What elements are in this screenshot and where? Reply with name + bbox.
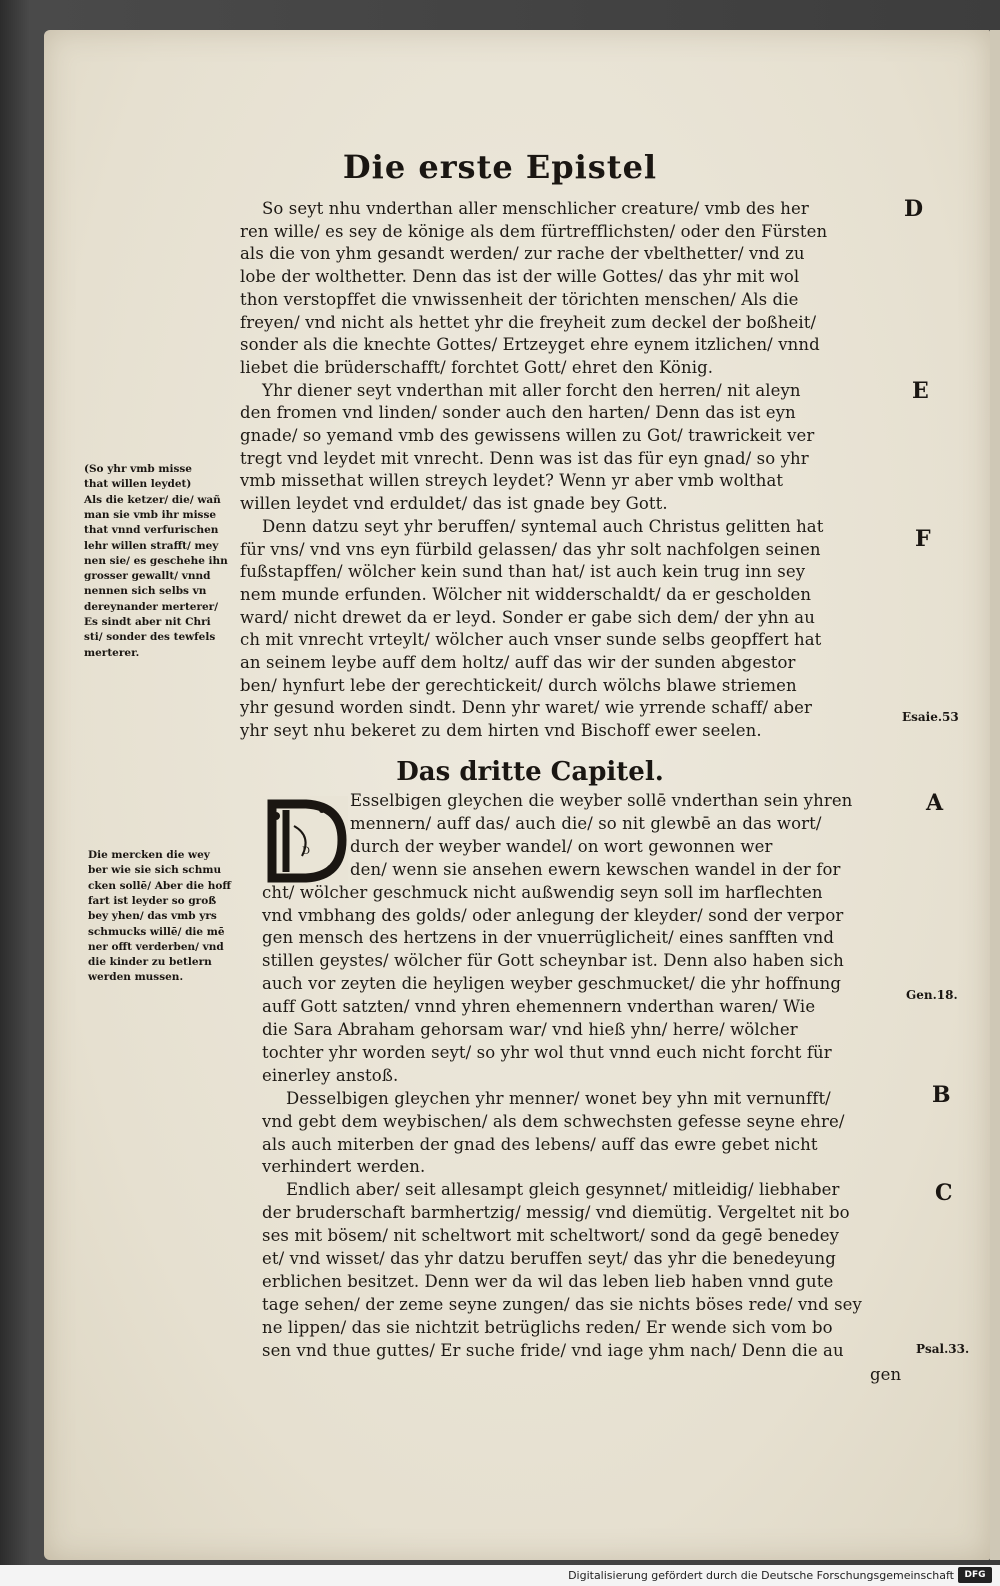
margin-letter-f: F [915, 526, 931, 552]
text-line: fußstapffen/ wölcher kein sund than hat/ ist auch kein trug inn sey [240, 562, 806, 582]
text-line: vnd vmbhang des golds/ oder anlegung der kleyder/ sond der verpor [262, 905, 844, 925]
text-line: gen mensch des hertzens in der vnuerrüglicheit/ eines sanfften vnd [262, 928, 835, 948]
text-line: cht/ wölcher geschmuck nicht außwendig seyn soll im harflechten [262, 882, 823, 902]
gloss-line: nennen sich selbs vn [84, 585, 207, 598]
text-line: stillen geystes/ wölcher für Gott scheynbar ist. Denn also haben sich [262, 951, 844, 971]
decorated-initial-icon [262, 796, 348, 884]
margin-letter-e: E [912, 378, 929, 404]
page-edge [990, 30, 1000, 1560]
gloss-line: Die mercken die wey [88, 849, 210, 861]
text-line: für vns/ vnd vns eyn fürbild gelassen/ das yhr solt nachfolgen seinen [240, 539, 821, 559]
text-line: den/ wenn sie ansehen ewern kewschen wandel in der for [350, 859, 841, 879]
gloss-line: werden mussen. [88, 971, 184, 984]
text-line: als die von yhm gesandt werden/ zur rache der vbelthetter/ vnd zu [240, 244, 805, 264]
text-line: an seinem leybe auff dem holtz/ auff das wir der sunden abgestor [240, 653, 796, 672]
text-line: vmb missethat willen streych leydet? Wenn yr aber vmb wolthat [240, 471, 784, 491]
chapter-heading: Das dritte Capitel. [396, 757, 664, 787]
text-line: den fromen vnd linden/ sonder auch den harten/ Denn das ist eyn [240, 403, 796, 423]
footer-credit: Digitalisierung gefördert durch die Deutsche Forschungsgemeinschaft [568, 1569, 954, 1582]
gloss-line: ner offt verderben/ vnd [88, 940, 224, 953]
text-line: willen leydet vnd erduldet/ das ist gnade bey Gott. [240, 494, 668, 514]
text-line: sonder als die knechte Gottes/ Ertzeyget ehre eynem itzlichen/ vnnd [240, 335, 820, 355]
text-line: liebet die brüderschafft/ forchtet Gott/ ehret den König. [240, 357, 714, 377]
gloss-line: merterer. [84, 646, 140, 659]
svg-text:D: D [302, 846, 311, 857]
text-line: erblichen besitzet. Denn wer da wil das leben lieb haben vnnd gute [262, 1271, 834, 1291]
text-line: ben/ hynfurt lebe der gerechtickeit/ durch wölchs blawe striemen [240, 675, 797, 695]
text-line: nem munde erfunden. Wölcher nit widderschaldt/ da er gescholden [240, 584, 812, 604]
dfg-logo: DFG [958, 1567, 992, 1583]
text-line: auff Gott satzten/ vnnd yhren ehemennern vnderthan waren/ Wie [262, 997, 816, 1017]
gloss-line: (So yhr vmb misse [84, 463, 192, 475]
text-line: et/ vnd wisset/ das yhr datzu beruffen seyt/ das yhr die benedeyung [262, 1249, 836, 1268]
margin-ref-gen: Gen.18. [906, 988, 958, 1002]
text-line: Denn datzu seyt yhr beruffen/ syntemal auch Christus gelitten hat [262, 516, 824, 536]
text-line: ward/ nicht drewet da er leyd. Sonder er gabe sich dem/ der yhn au [240, 607, 815, 627]
text-line: vnd gebt dem weybischen/ als dem schwechsten gefesse seyne ehre/ [262, 1111, 845, 1131]
text-line: Desselbigen gleychen yhr menner/ wonet bey yhn mit vernunfft/ [286, 1088, 831, 1108]
gloss-line: ber wie sie sich schmu [88, 864, 222, 877]
gloss-line: Als die ketzer/ die/ wañ [84, 493, 221, 506]
margin-ref-psal: Psal.33. [916, 1342, 970, 1356]
text-line: thon verstopffet die vnwissenheit der törichten menschen/ Als die [240, 289, 799, 309]
gloss-line: sti/ sonder des tewfels [84, 631, 216, 644]
text-line: ren wille/ es sey de könige als dem fürtrefflichsten/ oder den Fürsten [240, 221, 828, 241]
text-line: mennern/ auff das/ auch die/ so nit glewbē an das wort/ [350, 813, 822, 833]
text-line: So seyt nhu vnderthan aller menschlicher creature/ vmb des her [262, 199, 809, 218]
gloss-line: that vnnd verfurischen [84, 524, 219, 537]
gloss-line: dereynander merterer/ [84, 600, 219, 613]
margin-letter-c: C [935, 1180, 953, 1206]
running-head: Die erste Epistel [342, 148, 658, 186]
margin-letter-d: D [904, 196, 924, 222]
margin-ref-esaie: Esaie.53 [902, 710, 959, 724]
text-line: ses mit bösem/ nit scheltwort mit scheltwort/ sond da gegē benedey [262, 1226, 840, 1246]
text-line: lobe der wolthetter. Denn das ist der wille Gottes/ das yhr mit wol [240, 267, 800, 287]
text-line: tage sehen/ der zeme seyne zungen/ das sie nichts böses rede/ vnd sey [262, 1294, 862, 1314]
gloss-line: nen sie/ es geschehe ihn [84, 554, 228, 567]
text-line: auch vor zeyten die heyligen weyber geschmucket/ die yhr hoffnung [262, 974, 842, 994]
gloss-line: bey yhen/ das vmb yrs [88, 910, 217, 923]
text-line: Yhr diener seyt vnderthan mit aller forcht den herren/ nit aleyn [262, 380, 801, 400]
text-line: yhr gesund worden sindt. Denn yhr waret/ wie yrrende schaff/ aber [240, 698, 812, 718]
catchword: gen [870, 1365, 902, 1384]
text-line: als auch miterben der gnad des lebens/ auff das ewre gebet nicht [262, 1134, 818, 1154]
text-line: Endlich aber/ seit allesampt gleich gesynnet/ mitleidig/ liebhaber [286, 1180, 840, 1200]
text-line: tochter yhr worden seyt/ so yhr wol thut vnnd euch nicht forcht für [262, 1042, 832, 1062]
gloss-line: die kinder zu betlern [88, 956, 212, 969]
margin-letter-b: B [932, 1082, 951, 1108]
gloss-line: schmucks willē/ die mē [88, 925, 225, 938]
text-line: Esselbigen gleychen die weyber sollē vnderthan sein yhren [350, 791, 853, 810]
text-line: sen vnd thue guttes/ Er suche fride/ vnd iage yhm nach/ Denn die au [262, 1340, 844, 1360]
text-line: die Sara Abraham gehorsam war/ vnd hieß yhn/ herre/ wölcher [262, 1020, 798, 1039]
gloss-line: cken sollē/ Aber die hoff [88, 879, 231, 892]
text-line: verhindert werden. [262, 1157, 426, 1177]
gloss-line: Es sindt aber nit Chri [84, 616, 211, 628]
margin-letter-a: A [926, 790, 944, 816]
text-line: tregt vnd leydet mit vnrecht. Denn was ist das für eyn gnad/ so yhr [240, 448, 809, 468]
text-line: ch mit vnrecht vrteylt/ wölcher auch vnser sunde selbs geopffert hat [240, 630, 822, 650]
text-line: yhr seyt nhu bekeret zu dem hirten vnd Bischoff ewer seelen. [240, 721, 762, 741]
gloss-line: fart ist leyder so groß [88, 894, 217, 907]
gloss-line: lehr willen strafft/ mey [84, 539, 219, 552]
gloss-line: grosser gewallt/ vnnd [84, 570, 211, 583]
gloss-line: man sie vmb ihr misse [84, 508, 217, 521]
text-line: gnade/ so yemand vmb des gewissens willen zu Got/ trawrickeit ver [240, 426, 815, 445]
gloss-line: that willen leydet) [84, 478, 192, 491]
text-line: durch der weyber wandel/ on wort gewonnen wer [350, 836, 773, 856]
text-line: ne lippen/ das sie nichtzit betrüglichs reden/ Er wende sich vom bo [262, 1317, 833, 1337]
text-line: freyen/ vnd nicht als hettet yhr die freyheit zum deckel der boßheit/ [240, 312, 817, 332]
text-line: einerley anstoß. [262, 1065, 399, 1085]
text-line: der bruderschaft barmhertzig/ messig/ vnd diemütig. Vergeltet nit bo [262, 1203, 850, 1223]
